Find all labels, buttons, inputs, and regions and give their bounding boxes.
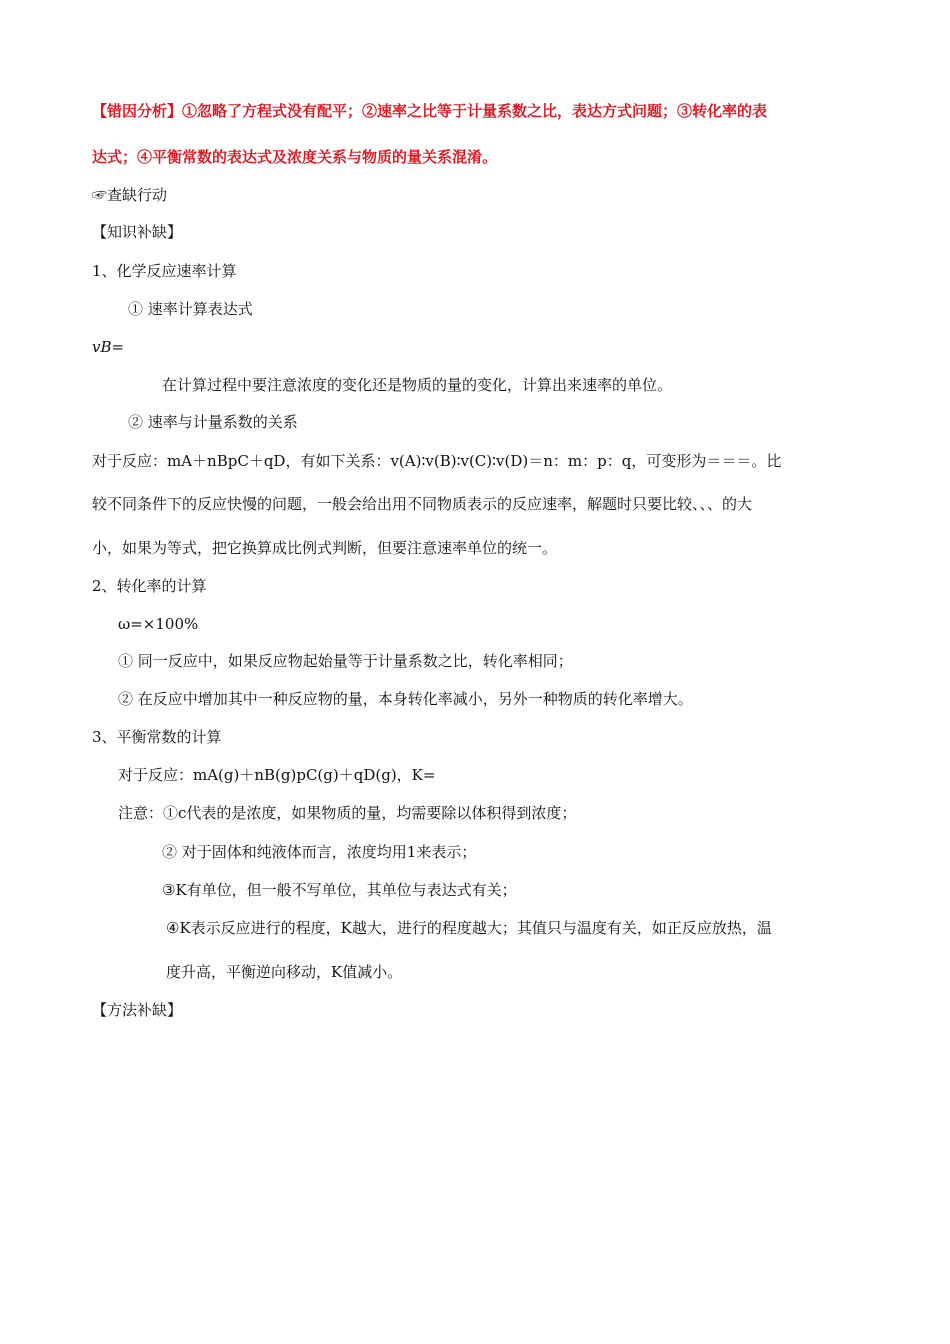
knowledge-heading: 【知识补缺】	[92, 223, 183, 241]
relation-line-2: 较不同条件下的反应快慢的问题，一般会给出用不同物质表示的反应速率，解题时只要比较、、、的大	[92, 495, 753, 513]
equilibrium-note-1: 注意：①c代表的是浓度，如果物质的量，均需要除以体积得到浓度；	[118, 804, 577, 822]
relation-line-3: 小，如果为等式，把它换算成比例式判断，但要注意速率单位的统一。	[92, 539, 558, 557]
equilibrium-note-3: ③K有单位，但一般不写单位，其单位与表达式有关；	[162, 881, 517, 899]
relation-line-1: 对于反应：mA＋nBpC＋qD，有如下关系：v(A)∶v(B)∶v(C)∶v(D)＝n：m：p：q，可变形为＝＝＝。比	[92, 452, 782, 470]
section-3-title: 3、平衡常数的计算	[92, 728, 222, 746]
section-1-title: 1、化学反应速率计算	[92, 262, 237, 280]
method-heading: 【方法补缺】	[92, 1001, 183, 1019]
equilibrium-note-4-line-2: 度升高，平衡逆向移动，K值减小。	[166, 963, 403, 981]
error-analysis-line-2: 达式；④平衡常数的表达式及浓度关系与物质的量关系混淆。	[92, 148, 498, 166]
section-2-title: 2、转化率的计算	[92, 577, 207, 595]
action-heading: ☞查缺行动	[92, 186, 168, 204]
conversion-point-2: ② 在反应中增加其中一种反应物的量，本身转化率减小，另外一种物质的转化率增大。	[118, 690, 693, 708]
error-analysis-line-1: 【错因分析】①忽略了方程式没有配平；②速率之比等于计量系数之比，表达方式问题；③转化率的表	[92, 102, 768, 120]
equilibrium-reaction: 对于反应：mA(g)＋nB(g)pC(g)＋qD(g)，K=	[118, 766, 436, 784]
conversion-point-1: ① 同一反应中，如果反应物起始量等于计量系数之比，转化率相同；	[118, 652, 573, 670]
equilibrium-note-4-line-1: ④K表示反应进行的程度，K越大，进行的程度越大；其值只与温度有关，如正反应放热，温	[166, 919, 772, 937]
rate-note: 在计算过程中要注意浓度的变化还是物质的量的变化，计算出来速率的单位。	[162, 376, 673, 394]
conversion-formula: ω=×100%	[118, 615, 199, 633]
section-1-item-1: ① 速率计算表达式	[128, 300, 253, 318]
equilibrium-note-2: ② 对于固体和纯液体而言，浓度均用1来表示；	[162, 843, 477, 861]
rate-formula: vB=	[92, 338, 125, 356]
section-1-item-2: ② 速率与计量系数的关系	[128, 413, 298, 431]
